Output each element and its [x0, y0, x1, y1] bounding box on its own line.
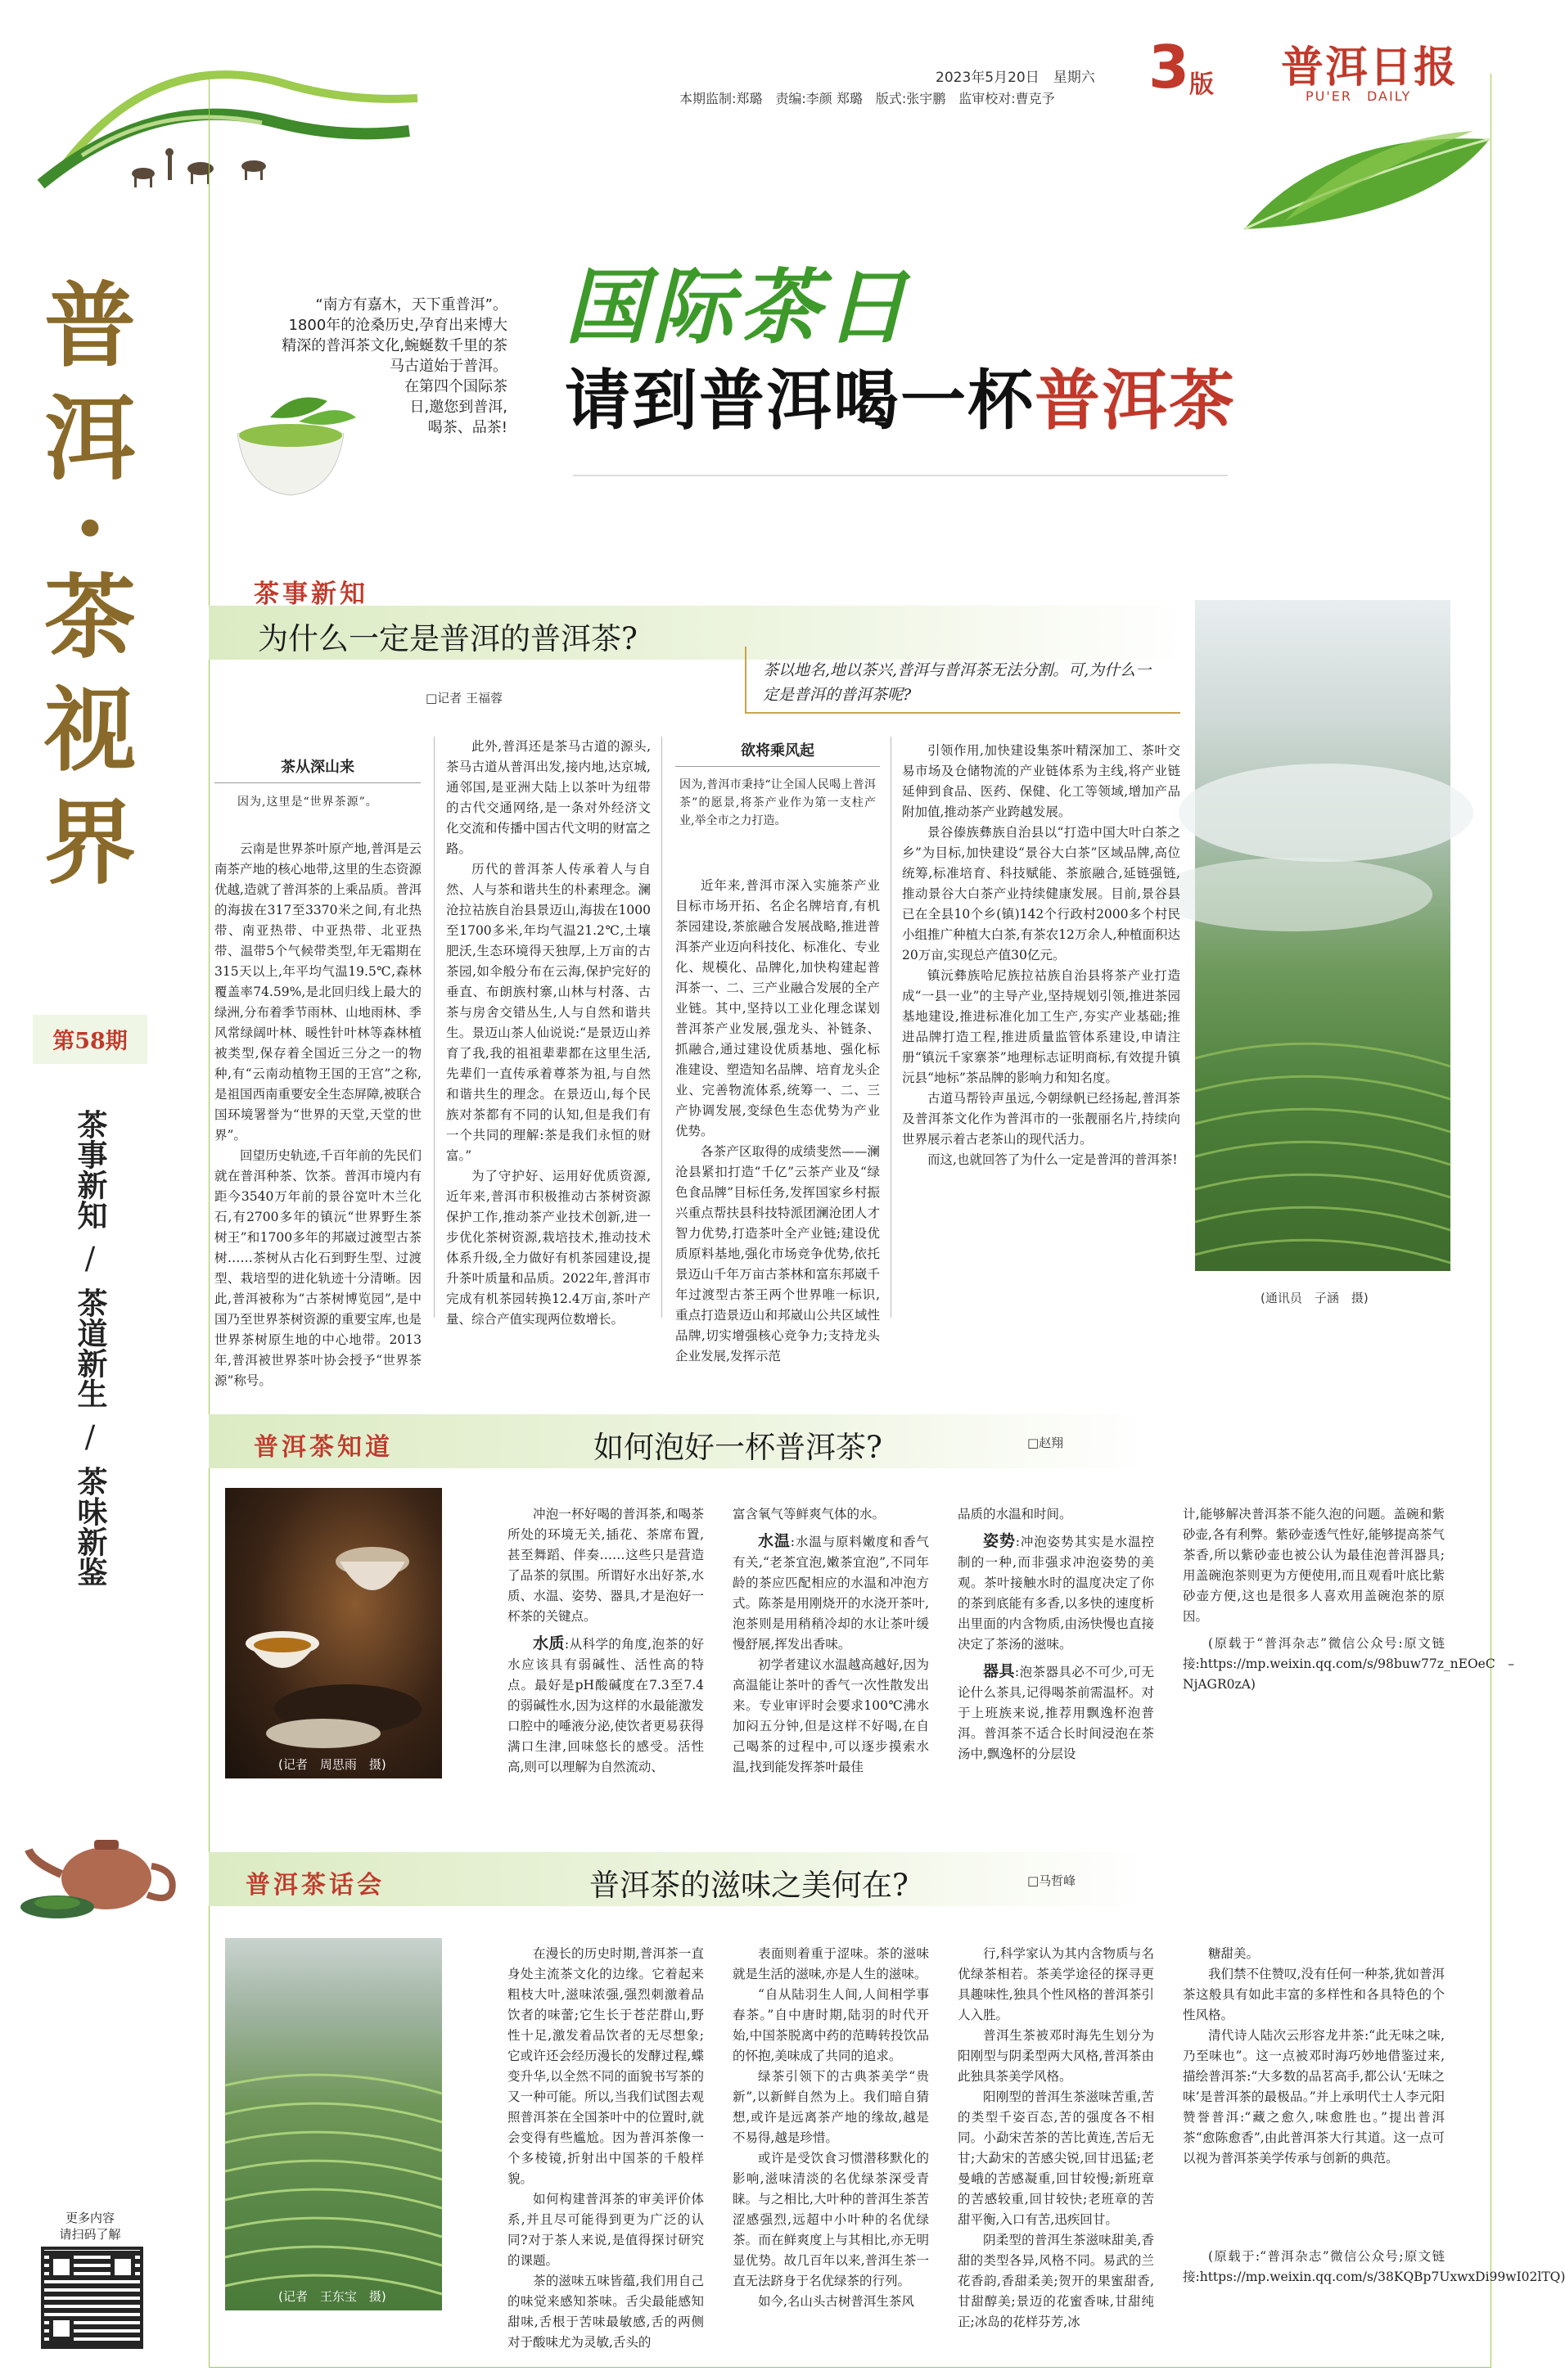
paragraph: 糖甜美。	[1208, 1946, 1260, 1961]
photo-caption: (记者 王东宝 摄)	[278, 2289, 386, 2304]
paragraph: 回望历史轨迹,千百年前的先民们就在普洱种茶、饮茶。普洱市境内有距今3540万年前的景谷宽叶木兰化石,有2700多年的镇沅“世界野生茶树王”和1700多年的邦崴过渡型古茶树……茶树从古化石到野生型、过渡型、栽培型的进化轨迹十分清晰。因此,普洱被称为“古茶树博览园”,是中国乃至世界茶树资源的重要宝库,也是世界茶树原生地的中心地带。2013年,普洱被世界茶叶协会授予“世界茶源”称号。	[214, 1148, 422, 1388]
paragraph: 行,科学家认为其内含物质与名优绿茶相若。茶美学途径的探寻更具趣味性,独具个性风格的普洱茶引人入胜。	[958, 1946, 1154, 2022]
issue-number: 第58期	[52, 1029, 128, 1054]
article-column	[902, 741, 1180, 1170]
paper-name-en: PU'ER DAILY	[1306, 88, 1412, 104]
paragraph: 茶的滋味五味皆蕴,我们用自己的味觉来感知茶味。舌尖最能感知甜味,舌根于苦味最敏感,舌的两侧对于酸味尤为灵敏,舌头的	[507, 2274, 704, 2350]
section-title: 为什么一定是普洱的普洱茶?	[258, 621, 638, 656]
subhead-lead: 因为,这里是“世界茶源”。	[237, 796, 378, 809]
issue-date: 2023年5月20日 星期六	[936, 70, 1095, 86]
photo-caption: (通讯员 子涵 摄)	[1261, 1291, 1369, 1305]
title-char: 视	[44, 677, 136, 784]
paragraph: 我们禁不住赞叹,没有任何一种茶,犹如普洱茶这般具有如此丰富的多样性和各具特色的个性风格。	[1183, 1967, 1445, 2022]
paragraph	[733, 1531, 929, 1655]
paragraph: 各茶产区取得的成绩斐然——澜沧县紧扣打造“千亿”云茶产业及“绿色食品牌”目标任务,发挥国家乡村振兴重点帮扶县科技特派团澜沧团人才智力优势,打造茶叶全产业链;建设优质原料基地,强化市场竞争优势,依托景迈山千年万亩古茶林和富东邦崴千年过渡型古茶王两个世界唯一标识,重点打造景迈山和邦崴山公共区域性品牌,切实增强核心竞争力;支持龙头企业发展,发挥示范	[675, 1144, 880, 1364]
paragraph-body: :从科学的角度,泡茶的好水应该具有弱碱性、活性高的特点。最好是pH酸碱度在7.3至7.4的弱碱性水,因为这样的水最能激发口腔中的唾液分泌,使饮者更易获得满口生津,回味悠长的感受。活性高,则可以理解为自然流动、	[507, 1637, 704, 1774]
paragraph: 近年来,普洱市深入实施茶产业目标市场开拓、名企名牌培育,有机茶园建设,茶旅融合发展战略,推进普洱茶产业迈向科技化、标准化、专业化、规模化、品牌化,加快构建起普洱茶一、二、三产业融合发展的全产业链。其中,坚持以工业化理念谋划普洱茶产业发展,强龙头、补链条、抓融合,通过建设优质基地、强化标准建设、塑造知名品牌、培育龙头企业、完善物流体系,统筹一、二、三产协调发展,变绿色生态优势为产业优势。	[675, 878, 880, 1138]
qr-caption-line: 请扫码了解	[59, 2227, 121, 2242]
paragraph: 历代的普洱茶人传承着人与自然、人与茶和谐共生的朴素理念。澜沧拉祜族自治县景迈山,海拔在1000至1700多米,年均气温21.2℃,土壤肥沃,生态环境得天独厚,上万亩的古茶园,如伞般分布在云海,保护完好的垂直、布朗族村寨,山林与村落、古茶与房舍交错丛生,人与自然和谐共生。景迈山茶人仙说说:“是景迈山养育了我,我的祖祖辈辈都在这里生活,先辈们一直传承着尊茶为祖,与自然和谐共生的理念。在景迈山,每个民族对茶都有不同的认知,但是我们有一个共同的理解:茶是我们永恒的财富。”	[446, 862, 651, 1163]
qr-caption-line: 更多内容	[65, 2211, 115, 2225]
title-char: 普	[44, 273, 136, 380]
page-number: 3	[1148, 33, 1190, 101]
paragraph	[507, 1634, 704, 1778]
paragraph: 清代诗人陆次云形容龙井茶:“此无味之味,乃至味也”。这一点被邓时海巧妙地借鉴过来,描绘普洱茶:“大多数的品茗高手,都公认‘无味之味’是普洱茶的最极品。”并上承明代士人李元阳赞誉普洱:“藏之愈久,味愈胜也。”提出普洱茶“愈陈愈香”,由此普洱茶大行其道。这一点可以视为普洱茶美学传承与创新的典范。	[1183, 2028, 1445, 2166]
hero-subtitle-a: 请到普洱喝一杯	[565, 363, 1035, 439]
paragraph-body: :泡茶器具必不可少,可无论什么茶具,记得喝茶前需温杯。对于上班族来说,推荐用飘逸杯泡普洱。普洱茶不适合长时间浸泡在茶汤中,飘逸杯的分层设	[958, 1665, 1154, 1761]
paragraph-lead: 水温	[758, 1532, 791, 1550]
hero-intro-a: “南方有嘉木，天下重普洱”。1800年的沧桑历史,孕育出来博大精深的普洱茶文化,蜿蜒数千里的茶马古道始于普洱。	[282, 296, 507, 375]
paragraph: 计,能够解决普洱茶不能久泡的问题。盖碗和紫砂壶,各有利弊。紫砂壶透气性好,能够提高茶气茶香,所以紫砂壶也被公认为最佳泡普洱器具;用盖碗泡茶则更为方便使用,而且观看叶底比紫砂壶方便,这也是很多人喜欢用盖碗泡茶的原因。	[1183, 1507, 1445, 1624]
section-title: 如何泡好一杯普洱茶?	[593, 1430, 882, 1465]
photo-caption: (记者 周思雨 摄)	[278, 1757, 386, 1772]
paragraph: 冲泡一杯好喝的普洱茶,和喝茶所处的环境无关,插花、茶席布置,甚至舞蹈、伴奏……这些只是营造了品茶的氛围。所谓好水出好茶,水质、水温、姿势、器具,才是泡好一杯茶的关键点。	[507, 1507, 704, 1624]
paragraph: 绿茶引领下的古典茶美学“贵新”,以新鲜自然为上。我们暗自猜想,或许是远离茶产地的缘故,越是不易得,越是珍惜。	[733, 2069, 929, 2145]
paragraph	[958, 1531, 1154, 1655]
paragraph: 镇沅彝族哈尼族拉祜族自治县将茶产业打造成“一县一业”的主导产业,坚持规划引领,推进茶园基地建设,推进标准化加工生产,夯实产业基础;推进品牌打造工程,推进质量监管体系建设,申请注册“镇沅千家寨茶”地理标志证明商标,有效提升镇沅县“地标”茶品牌的影响力和知名度。	[902, 968, 1180, 1085]
paragraph: 如何构建普洱茶的审美评价体系,并且尽可能得到更为广泛的认同?对于茶人来说,是值得探讨研究的课题。	[507, 2192, 704, 2268]
tea-garden-photo	[225, 1938, 442, 2310]
paragraph: 阳刚型的普洱生茶滋味苦重,苦的类型千姿百态,苦的强度各不相同。小勐宋苦茶的苦比黄连,苦后无甘;大勐宋的苦感尖锐,回甘迅猛;老曼峨的苦感凝重,回甘较慢;新班章的苦感较重,回甘较快;老班章的苦甜平衡,入口有苦,迅疾回甘。	[958, 2089, 1154, 2227]
column-list	[65, 1109, 115, 1587]
article-column	[733, 1504, 929, 1778]
column-name: 茶事新知	[72, 1109, 108, 1230]
title-char: 洱	[44, 385, 136, 493]
paragraph: 而这,也就回答了为什么一定是普洱的普洱茶!	[927, 1152, 1178, 1167]
tea-set-shapes	[225, 1488, 442, 1778]
edition-meta: 本期监制:郑璐 责编:李颜 郑璐 版式:张宇鹏 监审校对:曹克予	[679, 91, 1055, 106]
paragraph-lead: 器具	[983, 1662, 1015, 1680]
paragraph: 阴柔型的普洱生茶滋味甜美,香甜的类型各异,风格不同。易武的兰花香韵,香甜柔美;贺开的果蜜甜香,甘甜醇美;景迈的花蜜香味,甘甜纯正;冰岛的花样芬芳,冰	[958, 2233, 1154, 2329]
article-column	[446, 737, 651, 1330]
title-char: 茶	[44, 564, 136, 671]
terrace-lines	[1195, 600, 1450, 1271]
paragraph: 品质的水温和时间。	[958, 1507, 1072, 1521]
paragraph: (原载于“普洱杂志”微信公众号:原文链接:https://mp.weixin.qq.com/s/98buw77z_nEOeC – NjAGR0zA)	[1183, 1636, 1527, 1692]
column-name: 茶味新鉴	[72, 1466, 108, 1587]
hero-rule	[573, 475, 1228, 476]
column-rule	[434, 737, 435, 1318]
qr-caption	[41, 2210, 139, 2243]
hero-intro-b: 在第四个国际茶日,邀您到普洱,喝茶、品茶!	[404, 378, 507, 436]
article-column	[733, 1944, 929, 2312]
article-column	[675, 876, 880, 1367]
tea-leaf-icon	[1228, 115, 1498, 246]
subhead-box	[675, 737, 880, 767]
hero-intro	[278, 295, 507, 438]
paragraph-lead: 姿势	[983, 1532, 1016, 1550]
column-rule	[661, 737, 662, 1318]
title-char: 界	[44, 790, 136, 897]
paragraph: 如今,名山头古树普洱生茶风	[758, 2294, 914, 2309]
paragraph: 富含氧气等鲜爽气体的水。	[733, 1507, 886, 1521]
paragraph-body: :水温与原料嫩度和香气有关,“老茶宜泡,嫩茶宜泡”,不同年龄的茶应匹配相应的水温和冲泡方式。陈茶是用刚烧开的水浇开茶叶,泡茶则是用稍稍冷却的水让茶叶缓慢舒展,挥发出香味。	[733, 1535, 929, 1652]
paragraph: “自从陆羽生人间,人间相学事春茶。”自中唐时期,陆羽的时代开始,中国茶脱离中药的范畴转投饮品的怀抱,美味成了共同的追求。	[733, 1987, 929, 2063]
paragraph: 或许是受饮食习惯潜移默化的影响,滋味清淡的名优绿茶深受青睐。与之相比,大叶种的普洱生茶苦涩感强烈,远超中小叶种的名优绿茶。而在鲜爽度上与其相比,亦无明显优势。故几百年以来,普洱生茶一直无法跻身于名优绿茶的行列。	[733, 2151, 929, 2288]
pull-quote	[745, 647, 1180, 714]
section-title: 普洱茶的滋味之美何在?	[589, 1868, 909, 1903]
paragraph: 在漫长的历史时期,普洱茶一直身处主流茶文化的边缘。它着起来粗枝大叶,滋味浓强,强烈刺激着品饮者的味蕾;它生长于苍茫群山,野性十足,激发着品饮者的无尽想象;它或许还会经历漫长的发酵过程,蝶变升华,以全然不同的面貌书写茶的又一种可能。所以,当我们试图去观照普洱茶在全国茶叶中的位置时,就会变得有些尴尬。因为普洱茶像一个多棱镜,折射出中国茶的千般样貌。	[507, 1946, 704, 2186]
column-name: 茶道新生	[72, 1287, 108, 1409]
paragraph: 为了守护好、运用好优质资源,近年来,普洱市积极推动古茶树资源保护工作,推动茶产业技术创新,进一步优化茶树资源,栽培技术,推动技术体系升级,全力做好有机茶园建设,提升茶叶质量和品质。2022年,普洱市完成有机茶园转换12.4万亩,茶叶产量、综合产值实现两位数增长。	[446, 1169, 651, 1327]
masthead	[209, 0, 1504, 123]
subhead-box	[214, 753, 421, 783]
qr-code[interactable]	[41, 2247, 143, 2349]
paragraph: 普洱生茶被邓时海先生划分为阳刚型与阴柔型两大风格,普洱茶由此独具茶美学风格。	[958, 2028, 1154, 2084]
paragraph: 云南是世界茶叶原产地,普洱是云南茶产地的核心地带,这里的生态资源优越,造就了普洱茶的上乘品质。普洱的海拔在317至3370米之间,有北热带、南亚热带、中亚热带、北亚热带、温带5个气候带类型,年无霜期在315天以上,年平均气温19.5℃,森林覆盖率74.59%,是北回归线上最大的绿洲,分布着季节雨林、山地雨林、季风常绿阔叶林、暖性针叶林等森林植被类型,保存着全国近三分之一的物种,有“云南动植物王国的王宫”之称,是祖国西南重要安全生态屏障,被联合国环境署誉为“世界的天堂,天堂的世界”。	[214, 841, 422, 1143]
article-column	[958, 1944, 1154, 2333]
title-char: ·	[74, 475, 106, 582]
tea-set-photo	[225, 1488, 442, 1778]
sidebar	[0, 0, 209, 2380]
byline: □马哲峰	[1027, 1873, 1076, 1888]
article-column	[1183, 1504, 1527, 1695]
subhead: 茶从深山来	[281, 759, 354, 776]
paragraph: 初学者建议水温越高越好,因为高温能让茶叶的香气一次性散发出来。专业审评时会要求100℃沸水加闷五分钟,但是这样不好喝,在自己喝茶的过程中,可以逐步摸索水温,找到能发挥茶叶最佳	[733, 1657, 929, 1774]
paragraph: 景谷傣族彝族自治县以“打造中国大叶白茶之乡”为目标,加快建设“景谷大白茶”区域品牌,高位统筹,标准培育、科技赋能、茶旅融合,延链强链,推动景谷大白茶产业持续健康发展。目前,景谷县已在全县10个乡(镇)142个行政村2000多个村民小组推广种植大白茶,有茶农12万余人,种植面积达20万亩,实现总产值30亿元。	[902, 825, 1180, 962]
subhead-lead: 因为,普洱市秉持“让全国人民喝上普洱茶”的愿景,将茶产业作为第一支柱产业,举全市之力打造。	[679, 778, 876, 827]
paragraph: 此外,普洱还是茶马古道的源头,茶马古道从普洱出发,接内地,达京城,通邻国,是亚洲大陆上以茶叶为纽带的古代交通网络,是一条对外经济文化交流和传播中国古代文明的财富之路。	[446, 739, 651, 856]
article-column	[958, 1504, 1154, 1765]
paragraph-body: :冲泡姿势其实是水温控制的一种,而非强求冲泡姿势的美观。茶叶接触水时的温度决定了你的茶到底能有多香,以多快的速度析出里面的内含物质,由汤快慢也直接决定了茶汤的滋味。	[958, 1535, 1154, 1652]
page-suffix: 版	[1189, 70, 1214, 99]
tea-mountain-photo	[1195, 600, 1450, 1271]
section-label: 普洱茶知道	[254, 1433, 393, 1462]
section-label: 普洱茶话会	[246, 1871, 385, 1900]
section-label: 茶事新知	[254, 579, 368, 609]
column-divider: /	[84, 1241, 96, 1276]
column-title-vertical	[37, 270, 143, 900]
hero-subtitle	[565, 348, 1236, 442]
article-source: (原载于:“普洱杂志”微信公众号;原文链接:https://mp.weixin.qq.com/s/38KQBp7UxwxDi99wI02lTQ)	[1183, 2249, 1565, 2284]
paragraph	[958, 1661, 1154, 1765]
subhead: 欲将乘风起	[741, 742, 814, 760]
byline: □赵翔	[1027, 1436, 1064, 1450]
teapot-icon	[8, 1801, 205, 1923]
paragraph: 引领作用,加快建设集茶叶精深加工、茶叶交易市场及仓储物流的产业链体系为主线,将产业链延伸到食品、医药、保健、化工等领域,增加产品附加值,推动茶产业跨越发展。	[902, 743, 1180, 819]
hero-subtitle-b: 普洱茶	[1035, 363, 1236, 439]
paper-name: 普洱日报	[1281, 43, 1459, 92]
article-column	[507, 1504, 704, 1778]
paragraph: 古道马帮铃声虽远,今朝绿帆已经扬起,普洱茶及普洱茶文化作为普洱市的一张靓丽名片,持续向世界展示着古老茶山的现代活力。	[902, 1091, 1180, 1147]
paragraph: 表面则着重于涩味。茶的滋味就是生活的滋味,亦是人生的滋味。	[733, 1946, 929, 1981]
terrace-lines	[225, 1938, 442, 2310]
column-divider: /	[84, 1419, 96, 1454]
byline: □记者 王福蓉	[426, 691, 503, 705]
pull-quote-text: 茶以地名,地以茶兴,普洱与普洱茶无法分割。可,为什么一定是普洱的普洱茶呢?	[763, 661, 1152, 704]
article-column	[214, 839, 422, 1391]
paragraph-lead: 水质	[533, 1634, 565, 1652]
hero-title: 国际茶日	[565, 259, 912, 355]
article-column	[1183, 1944, 1445, 2169]
article-column	[507, 1944, 704, 2353]
